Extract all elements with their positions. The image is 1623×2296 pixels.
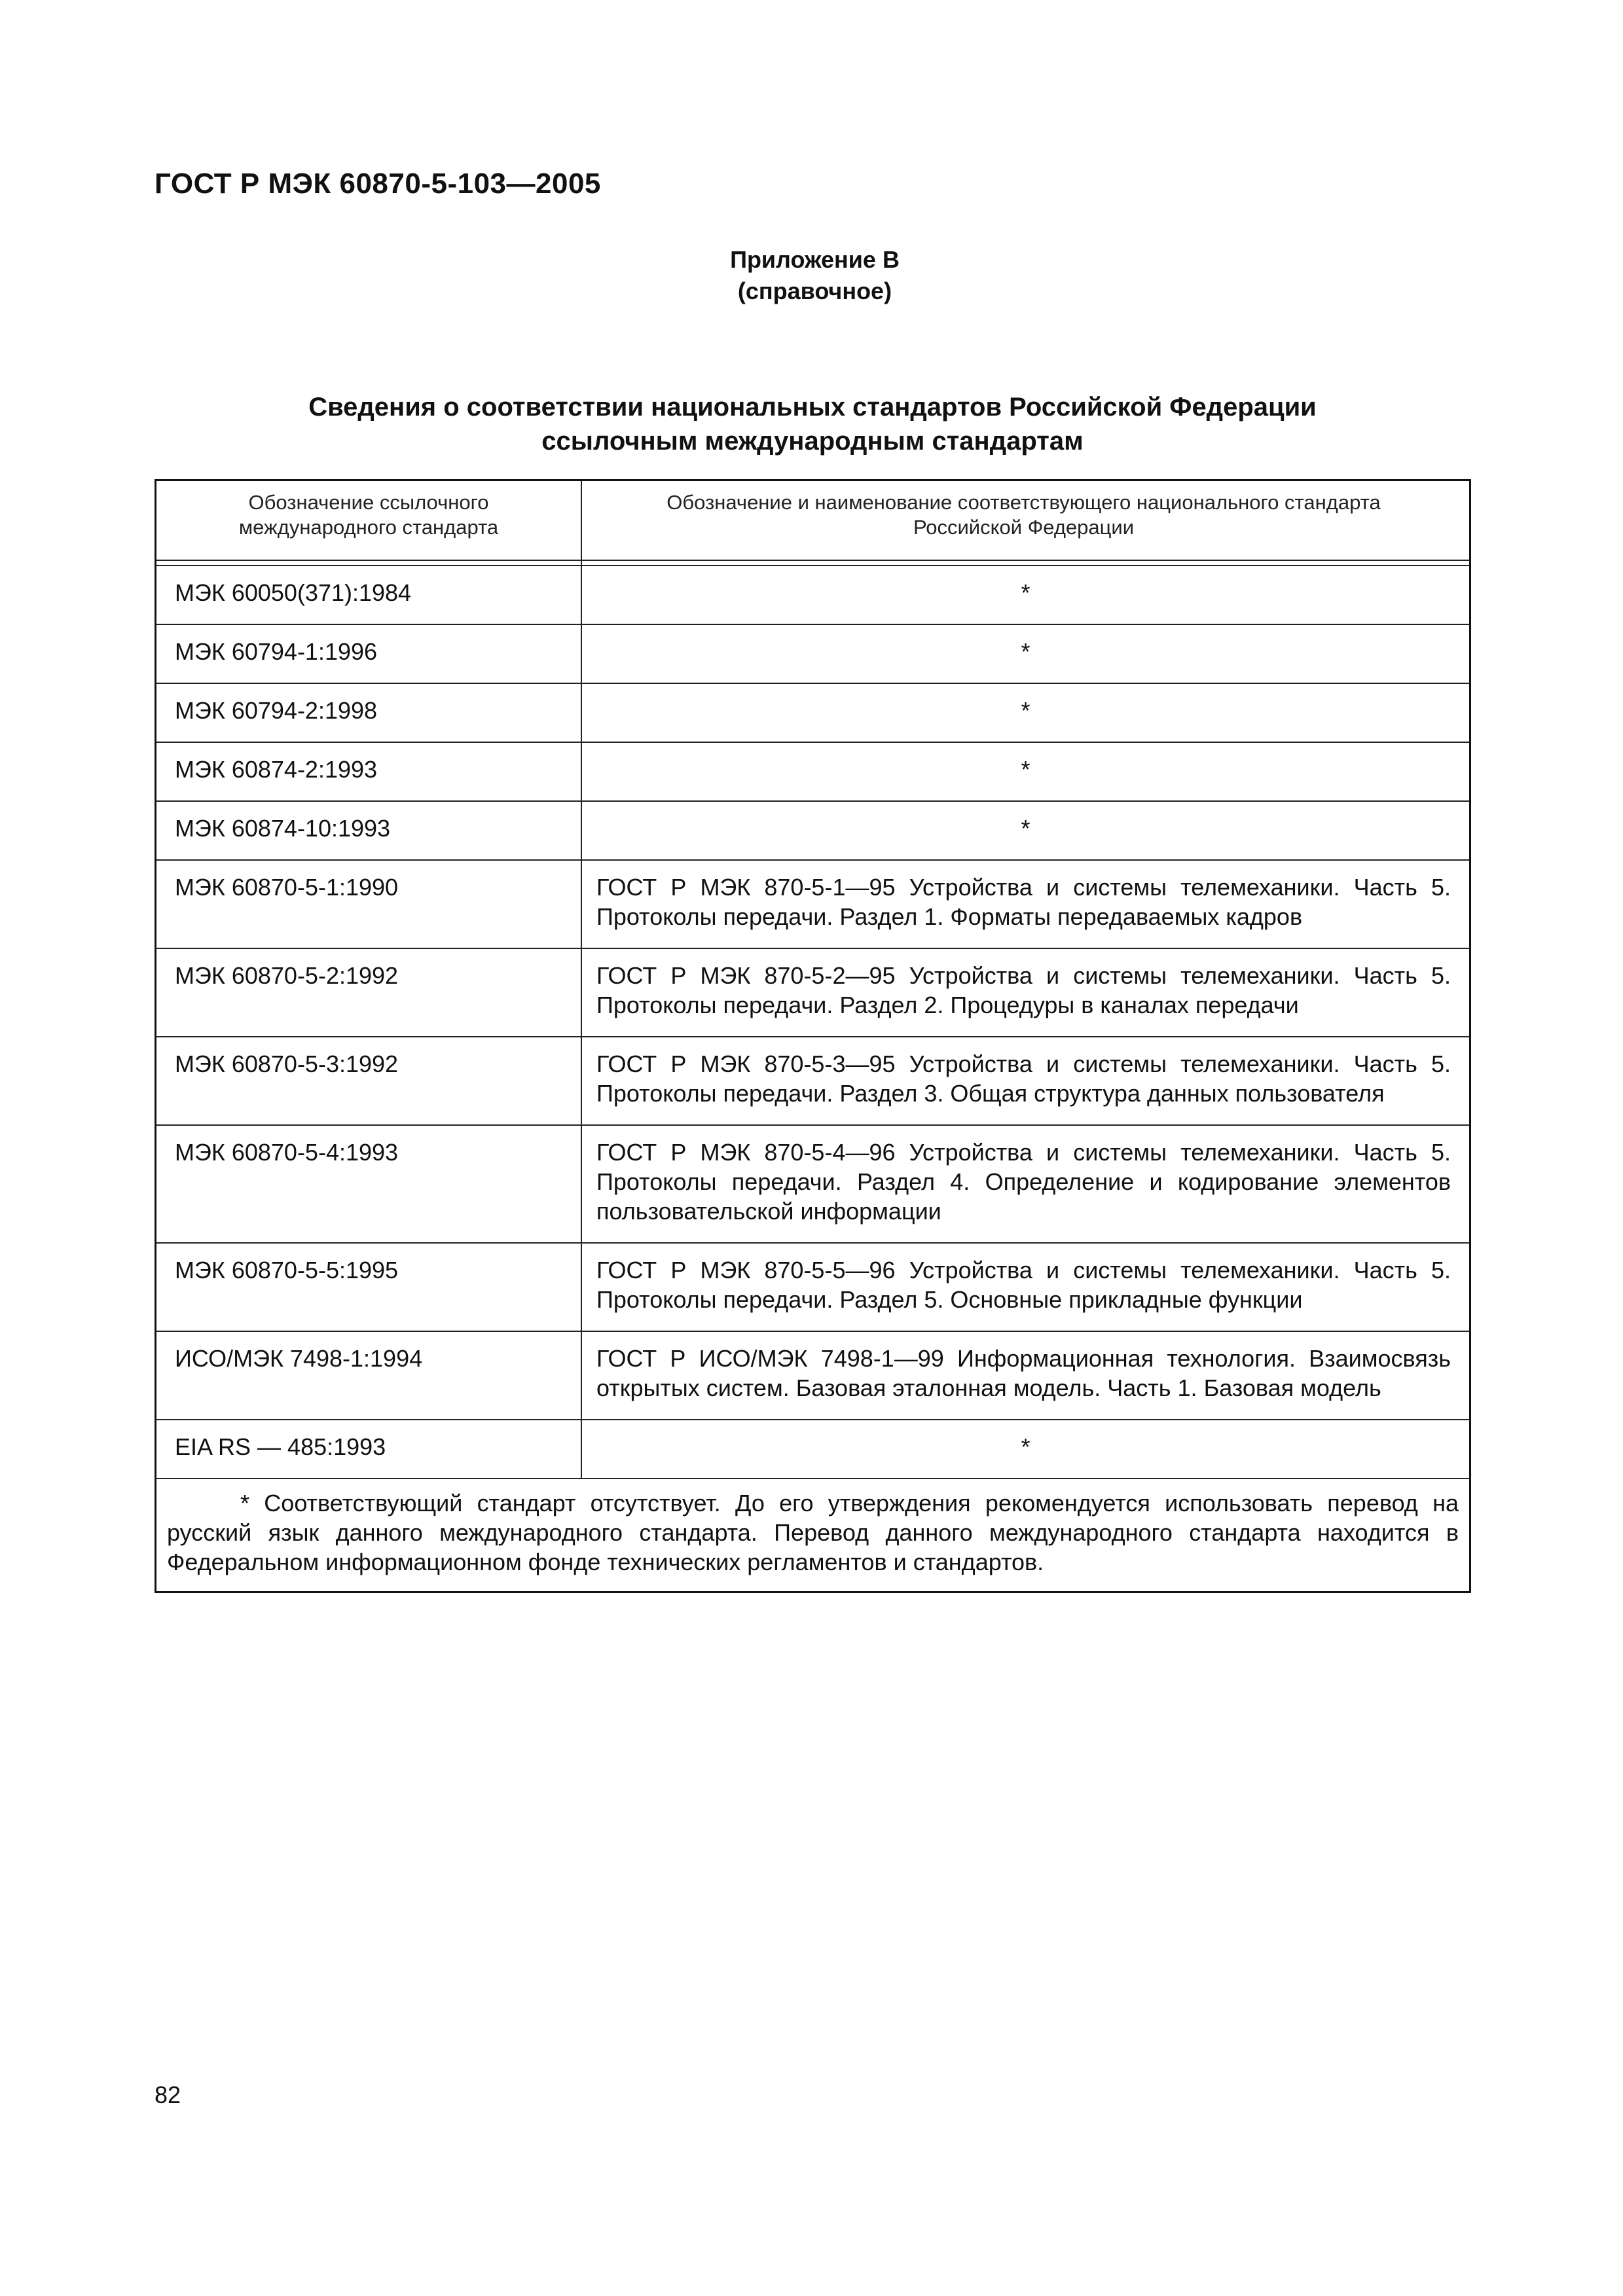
national-standard-cell: * [1021, 1433, 1030, 1460]
national-standard-cell: * [1021, 815, 1030, 842]
column-header-international-line-2: международного стандарта [238, 516, 499, 539]
international-standard-cell: МЭК 60794-1:1996 [156, 625, 582, 683]
international-standard-cell: EIA RS — 485:1993 [156, 1420, 582, 1478]
table-row [156, 1332, 1469, 1420]
column-header-national-line-1: Обозначение и наименование соответствующего национального стандарта [666, 491, 1381, 514]
table-row [156, 743, 1469, 802]
international-standard-cell: МЭК 60050(371):1984 [156, 566, 582, 624]
appendix-type: (справочное) [737, 278, 892, 304]
table-row [156, 1420, 1469, 1479]
document-code-header: ГОСТ Р МЭК 60870-5-103—2005 [155, 168, 601, 200]
table-row [156, 625, 1469, 684]
national-standard-cell: ГОСТ Р МЭК 870-5-3—95 Устройства и системы телемеханики. Часть 5. Протоколы передачи. Раздел 3. Общая структура данных пользователя [596, 1050, 1451, 1107]
table-row [156, 1244, 1469, 1332]
international-standard-cell: МЭК 60870-5-4:1993 [156, 1126, 582, 1242]
page-title-line-1: Сведения о соответствии национальных стандартов Российской Федерации [308, 393, 1317, 422]
table-header-row [156, 481, 1469, 560]
table-footnote-row [156, 1479, 1469, 1591]
international-standard-cell: МЭК 60870-5-2:1992 [156, 949, 582, 1036]
national-standard-cell: ГОСТ Р ИСО/МЭК 7498-1—99 Информационная технология. Взаимосвязь открытых систем. Базовая эталонная модель. Часть 1. Базовая модель [596, 1345, 1451, 1401]
international-standard-cell: МЭК 60794-2:1998 [156, 684, 582, 742]
national-standard-cell: * [1021, 638, 1030, 665]
standards-correspondence-table [155, 479, 1471, 1593]
column-header-national-line-2: Российской Федерации [913, 516, 1135, 539]
column-header-international-line-1: Обозначение ссылочного [248, 491, 489, 514]
table-row [156, 1126, 1469, 1244]
international-standard-cell: МЭК 60870-5-1:1990 [156, 861, 582, 948]
international-standard-cell: МЭК 60870-5-5:1995 [156, 1244, 582, 1331]
national-standard-cell: ГОСТ Р МЭК 870-5-2—95 Устройства и системы телемеханики. Часть 5. Протоколы передачи. Раздел 2. Процедуры в каналах передачи [596, 962, 1451, 1018]
table-row [156, 566, 1469, 625]
table-row [156, 802, 1469, 861]
national-standard-cell: * [1021, 697, 1030, 724]
international-standard-cell: МЭК 60874-10:1993 [156, 802, 582, 859]
national-standard-cell: * [1021, 756, 1030, 783]
national-standard-cell: * [1021, 579, 1030, 606]
table-row [156, 949, 1469, 1037]
page-title-line-2: ссылочным международным стандартам [541, 427, 1084, 456]
appendix-label: Приложение В [730, 246, 900, 273]
table-row [156, 684, 1469, 743]
international-standard-cell: МЭК 60870-5-3:1992 [156, 1037, 582, 1124]
page-number: 82 [155, 2081, 181, 2108]
table-row [156, 861, 1469, 949]
table-row [156, 1037, 1469, 1126]
table-footnote: * Соответствующий стандарт отсутствует. До его утверждения рекомендуется использовать перевод на русский язык данного международного стандарта. Перевод данного международного стандарта находится в Федеральном информационном фонде технических регламентов и стандартов. [167, 1490, 1459, 1575]
international-standard-cell: МЭК 60874-2:1993 [156, 743, 582, 800]
national-standard-cell: ГОСТ Р МЭК 870-5-1—95 Устройства и системы телемеханики. Часть 5. Протоколы передачи. Раздел 1. Форматы передаваемых кадров [596, 874, 1451, 930]
column-header-international [156, 481, 582, 560]
national-standard-cell: ГОСТ Р МЭК 870-5-5—96 Устройства и системы телемеханики. Часть 5. Протоколы передачи. Раздел 5. Основные прикладные функции [596, 1257, 1451, 1313]
column-header-national [582, 481, 1469, 560]
header-double-divider [156, 560, 1469, 566]
international-standard-cell: ИСО/МЭК 7498-1:1994 [156, 1332, 582, 1419]
national-standard-cell: ГОСТ Р МЭК 870-5-4—96 Устройства и системы телемеханики. Часть 5. Протоколы передачи. Раздел 4. Определение и кодирование элементов пользовательской информации [596, 1139, 1451, 1225]
